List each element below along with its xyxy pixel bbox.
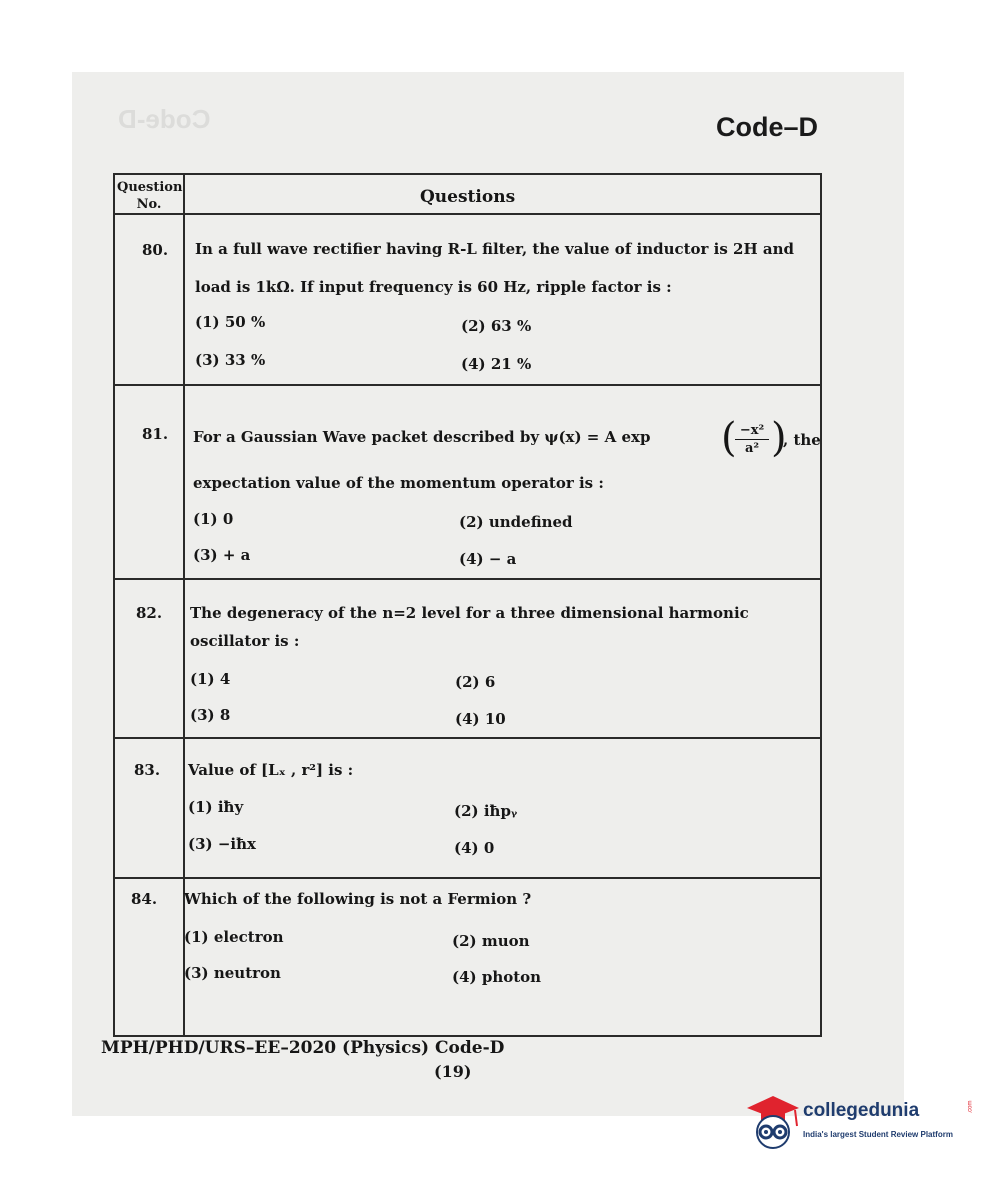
logo-tagline: India's largest Student Review Platform (803, 1130, 953, 1139)
option: (4) 0 (454, 839, 495, 857)
row-divider (115, 737, 820, 739)
option: (4) photon (452, 968, 542, 986)
column-header-question-no: Question No. (117, 180, 183, 212)
option: (3) −iħx (188, 835, 256, 853)
option: (3) + a (193, 546, 251, 564)
fraction-denominator: a² (744, 441, 760, 456)
row-divider (115, 877, 820, 879)
logo-dotcom: .com (967, 1100, 974, 1114)
question-number: 83. (134, 761, 161, 779)
question-number: 82. (136, 604, 163, 622)
option: (2) 6 (455, 673, 496, 691)
question-text: Which of the following is not a Fermion ? (184, 890, 532, 908)
question-number: 84. (131, 890, 158, 908)
exam-footer: MPH/PHD/URS–EE–2020 (Physics) Code-D (101, 1038, 505, 1058)
row-divider (115, 384, 820, 386)
option: (2) iħpᵧ (454, 802, 518, 820)
question-text: Value of [Lₓ , r²] is : (188, 761, 354, 779)
option: (2) muon (452, 932, 530, 950)
question-text: oscillator is : (190, 632, 300, 650)
fraction-numerator: −x² (739, 423, 765, 438)
question-table (113, 173, 822, 1037)
row-divider (115, 578, 820, 580)
page-number: (19) (434, 1062, 472, 1081)
question-number: 80. (142, 241, 169, 259)
option: (2) undefined (459, 513, 573, 531)
logo-name: collegedunia (803, 1100, 920, 1121)
column-header-questions: Questions (420, 187, 516, 207)
option: (1) iħy (188, 798, 244, 816)
question-text: load is 1kΩ. If input frequency is 60 Hz, ripple factor is : (195, 278, 672, 296)
option: (4) − a (459, 550, 517, 568)
option: (3) 33 % (195, 351, 266, 369)
option: (3) 8 (190, 706, 231, 724)
question-number: 81. (142, 425, 169, 443)
header-divider (115, 213, 820, 215)
option: (4) 21 % (461, 355, 532, 373)
option: (2) 63 % (461, 317, 532, 335)
question-text: The degeneracy of the n=2 level for a three dimensional harmonic (190, 604, 749, 622)
option: (1) 0 (193, 510, 234, 528)
paper-code: Code–D (716, 112, 819, 142)
bleed-through-code: Code-D (118, 104, 211, 134)
question-text: For a Gaussian Wave packet described by ψ(x) = A exp (193, 428, 651, 446)
collegedunia-logo[interactable] (745, 1092, 975, 1152)
mascot-icon (745, 1092, 801, 1152)
exponent-fraction: ( −x² a² ) (721, 415, 787, 461)
question-text: expectation value of the momentum operator is : (193, 474, 604, 492)
option: (1) electron (184, 928, 284, 946)
option: (1) 50 % (195, 313, 266, 331)
question-text: In a full wave rectifier having R-L filter, the value of inductor is 2H and (195, 240, 794, 258)
option: (4) 10 (455, 710, 506, 728)
option: (1) 4 (190, 670, 231, 688)
option: (3) neutron (184, 964, 281, 982)
question-text: , the (783, 431, 821, 449)
